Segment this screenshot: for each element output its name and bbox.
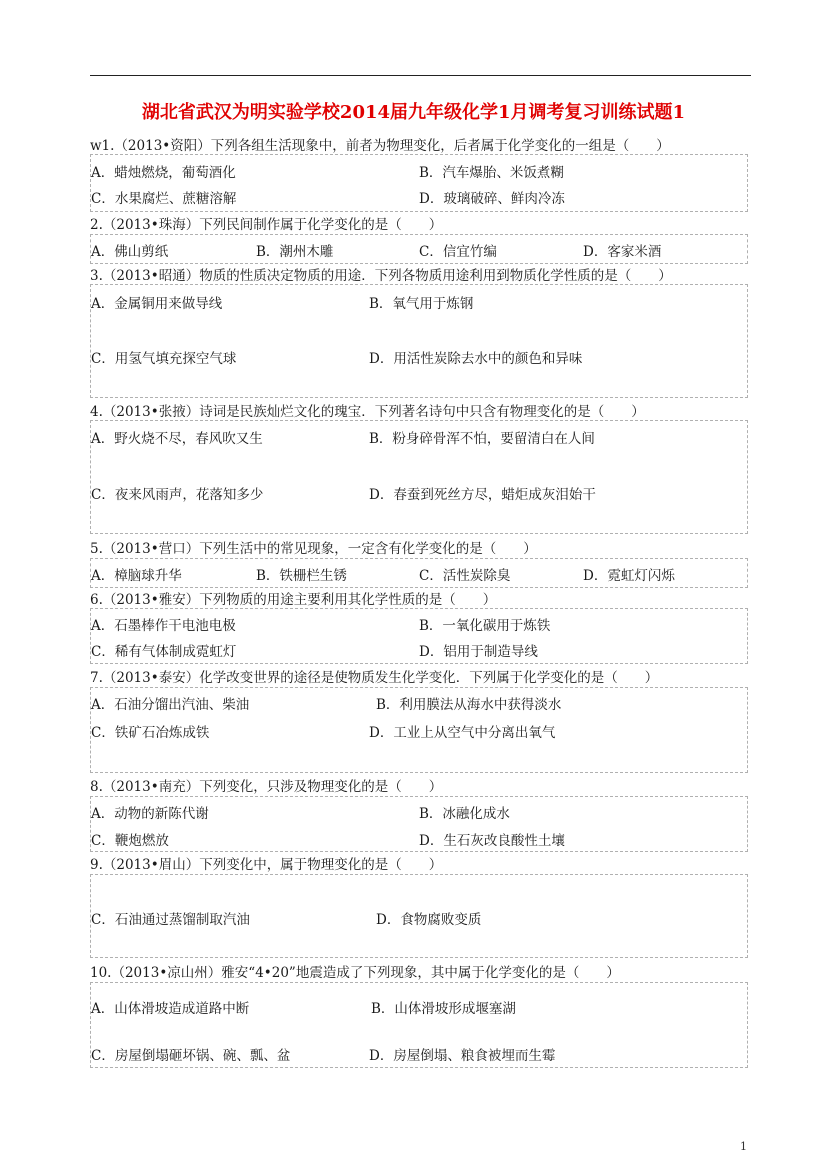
question-8-option-d: D．生石灰改良酸性土壤 — [419, 833, 565, 849]
question-10-option-a: A．山体滑坡造成道路中断 — [91, 1001, 250, 1017]
question-6-option-c: C．稀有气体制成霓虹灯 — [91, 644, 237, 660]
question-10-option-b: B．山体滑坡形成堰塞湖 — [371, 1001, 516, 1017]
question-7-option-c: C．铁矿石冶炼成铁 — [91, 725, 210, 741]
question-3-option-d: D．用活性炭除去水中的颜色和异味 — [369, 351, 583, 367]
question-4-stem: 4.（2013•张掖）诗词是民族灿烂文化的瑰宝．下列著名诗句中只含有物理变化的是（ ） — [90, 404, 645, 420]
question-2-option-b: B．潮州木雕 — [256, 244, 334, 260]
question-1-options — [90, 154, 748, 212]
page-title: 湖北省武汉为明实验学校2014届九年级化学1月调考复习训练试题1 — [141, 102, 686, 123]
question-1-option-d: D．玻璃破碎、鲜肉冷冻 — [419, 191, 565, 207]
question-8-options — [90, 796, 748, 852]
question-8-stem: 8.（2013•南充）下列变化，只涉及物理变化的是（ ） — [90, 779, 443, 795]
question-9-option-d: D．食物腐败变质 — [376, 912, 482, 928]
question-5-option-a: A．樟脑球升华 — [91, 568, 182, 584]
question-6-option-a: A．石墨棒作干电池电极 — [91, 618, 236, 634]
question-1-option-a: A．蜡烛燃烧，葡萄酒化 — [91, 165, 236, 181]
question-7-stem: 7.（2013•泰安）化学改变世界的途径是使物质发生化学变化．下列属于化学变化的是（ ） — [90, 670, 659, 686]
question-5-option-c: C．活性炭除臭 — [419, 568, 511, 584]
question-3-option-a: A．金属铜用来做导线 — [91, 296, 223, 312]
question-5-option-d: D．霓虹灯闪烁 — [583, 568, 675, 584]
question-7-options — [90, 687, 748, 773]
question-10-option-d: D．房屋倒塌、粮食被埋而生霉 — [369, 1048, 556, 1064]
question-5-option-b: B．铁栅栏生锈 — [256, 568, 347, 584]
question-3-stem: 3.（2013•昭通）物质的性质决定物质的用途．下列各物质用途利用到物质化学性质的是（ ） — [90, 268, 672, 284]
question-6-option-b: B．一氧化碳用于炼铁 — [419, 618, 551, 634]
question-4-option-c: C．夜来风雨声，花落知多少 — [91, 487, 264, 503]
question-4-option-d: D．春蚕到死丝方尽，蜡炬成灰泪始干 — [369, 487, 596, 503]
question-8-option-a: A．动物的新陈代谢 — [91, 806, 209, 822]
question-8-option-b: B．冰融化成水 — [419, 806, 510, 822]
page-number: 1 — [740, 1140, 747, 1153]
question-4-option-a: A．野火烧不尽，春风吹又生 — [91, 431, 263, 447]
question-9-stem: 9.（2013•眉山）下列变化中，属于物理变化的是（ ） — [90, 857, 443, 873]
question-2-options — [90, 234, 748, 264]
question-6-option-d: D．铝用于制造导线 — [419, 644, 538, 660]
question-2-option-d: D．客家米酒 — [583, 244, 662, 260]
question-8-option-c: C．鞭炮燃放 — [91, 833, 169, 849]
header-rule — [90, 75, 751, 76]
question-1-stem: w1.（2013•资阳）下列各组生活现象中，前者为物理变化，后者属于化学变化的一组是（ ） — [90, 138, 670, 154]
question-10-stem: 10.（2013•凉山州）雅安“4•20”地震造成了下列现象，其中属于化学变化的是（ ） — [90, 965, 620, 981]
question-7-option-b: B．利用膜法从海水中获得淡水 — [376, 697, 562, 713]
question-3-option-b: B．氧气用于炼钢 — [369, 296, 474, 312]
question-1-option-b: B．汽车爆胎、米饭煮糊 — [419, 165, 564, 181]
question-5-options — [90, 558, 748, 588]
question-2-option-a: A．佛山剪纸 — [91, 244, 169, 260]
question-10-options — [90, 982, 748, 1068]
question-7-option-d: D．工业上从空气中分离出氧气 — [369, 725, 556, 741]
question-6-options — [90, 608, 748, 664]
question-6-stem: 6.（2013•雅安）下列物质的用途主要利用其化学性质的是（ ） — [90, 592, 497, 608]
question-4-option-b: B．粉身碎骨浑不怕，要留清白在人间 — [369, 431, 595, 447]
question-5-stem: 5.（2013•营口）下列生活中的常见现象，一定含有化学变化的是（ ） — [90, 541, 537, 557]
question-2-option-c: C．信宜竹编 — [419, 244, 497, 260]
question-3-options — [90, 284, 748, 398]
question-1-option-c: C．水果腐烂、蔗糖溶解 — [91, 191, 237, 207]
question-7-option-a: A．石油分馏出汽油、柴油 — [91, 697, 250, 713]
question-9-options — [90, 874, 748, 958]
question-4-options — [90, 420, 748, 534]
question-9-option-c: C．石油通过蒸馏制取汽油 — [91, 912, 250, 928]
question-3-option-c: C．用氢气填充探空气球 — [91, 351, 237, 367]
question-2-stem: 2.（2013•珠海）下列民间制作属于化学变化的是（ ） — [90, 217, 443, 233]
question-10-option-c: C．房屋倒塌砸坏锅、碗、瓢、盆 — [91, 1048, 291, 1064]
